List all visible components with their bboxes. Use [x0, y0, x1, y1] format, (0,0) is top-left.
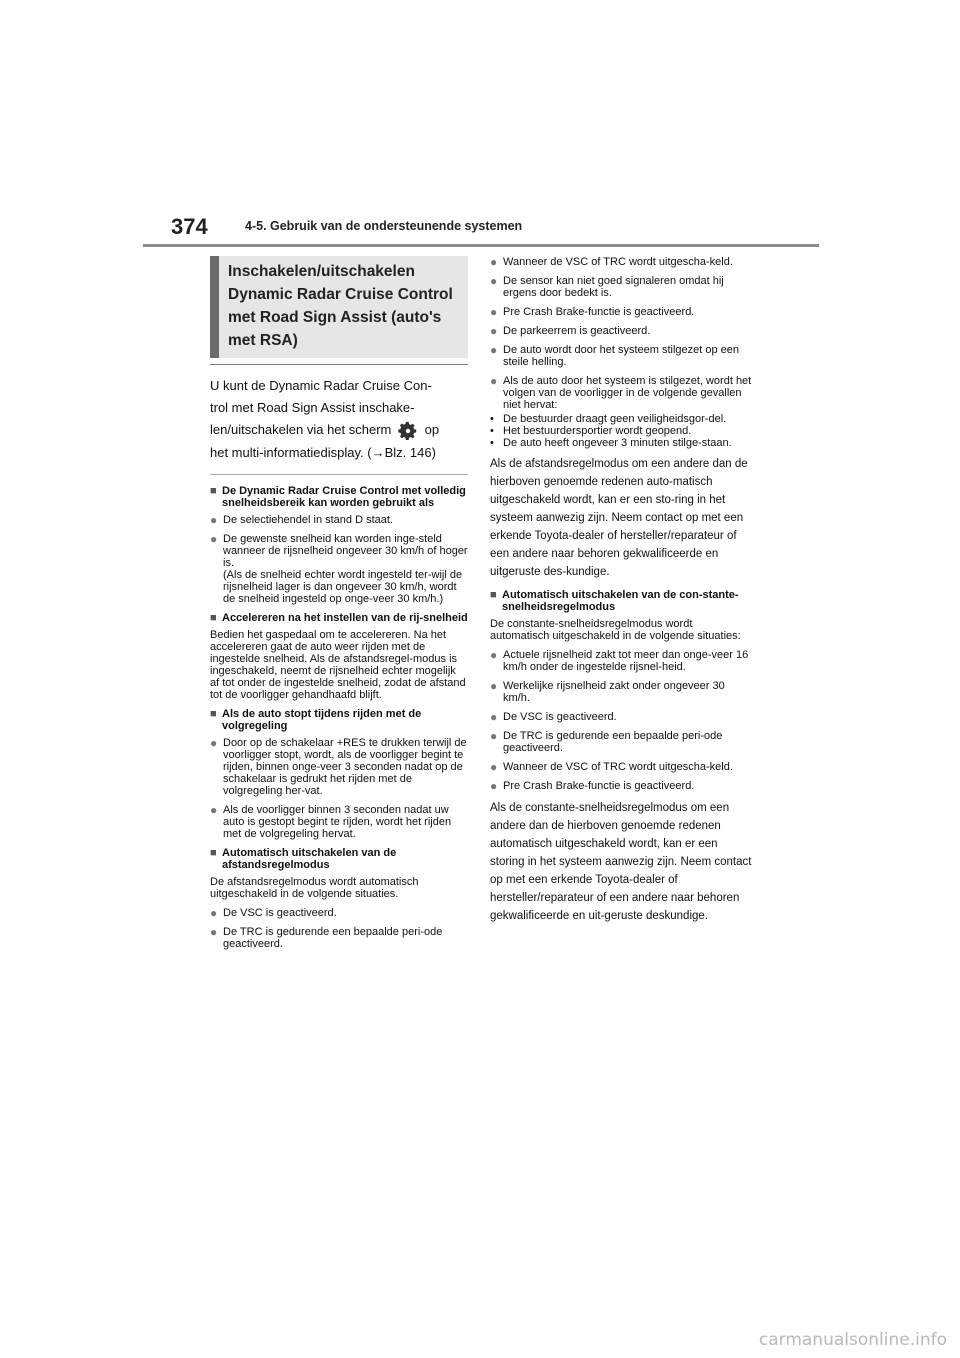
list-item [490, 761, 752, 773]
list-item-text: Werkelijke rijsnelheid zakt onder ongeveer 30 km/h. [503, 680, 725, 704]
list-item [490, 649, 752, 673]
circle-bullet-icon: ● [490, 343, 498, 357]
list-item-text: Pre Crash Brake-functie is geactiveerd. [503, 306, 695, 318]
page-reference-link[interactable]: Blz. 146) [384, 444, 436, 460]
square-bullet-icon: ■ [210, 707, 217, 720]
circle-bullet-icon: ● [210, 924, 218, 939]
circle-bullet-icon: ● [210, 512, 218, 527]
circle-bullet-icon: ● [210, 802, 218, 817]
circle-bullet-icon: ● [210, 531, 218, 546]
list-item [490, 680, 752, 704]
subheading-text: Accelereren na het instellen van de rij-snelheid [222, 611, 468, 624]
subheading-text: Als de auto stopt tijdens rijden met de volgregeling [222, 707, 422, 732]
circle-bullet-icon: ● [210, 905, 218, 920]
list-item-text: Wanneer de VSC of TRC wordt uitgescha-keld. [503, 761, 733, 773]
list-item [490, 711, 752, 723]
list-item [490, 344, 752, 368]
list-item-text: Actuele rijsnelheid zakt tot meer dan onge-veer 16 km/h onder de ingestelde rijsnel-heid. [503, 649, 749, 673]
list-item [210, 514, 468, 526]
list-item-text: De selectiehendel in stand D staat. [223, 513, 393, 526]
small-bullet-icon: • [490, 413, 494, 425]
intro-line: U kunt de Dynamic Radar Cruise Con- [210, 378, 432, 393]
intro-line [210, 442, 468, 464]
list-item-text: Als de auto door het systeem is stilgezet, wordt het volgen van de voorligger in de volgende gevallen niet hervat: [503, 375, 752, 411]
arrow-icon: → [371, 444, 385, 460]
left-column [210, 256, 468, 957]
circle-bullet-icon: ● [490, 710, 498, 724]
subheading-text: Automatisch uitschakelen van de afstandsregelmodus [222, 846, 397, 871]
intro-paragraph [210, 375, 468, 464]
circle-bullet-icon: ● [490, 255, 498, 269]
subheading [210, 612, 468, 624]
page-number: 374 [171, 214, 208, 239]
square-bullet-icon: ■ [210, 611, 217, 624]
list-item-text: De sensor kan niet goed signaleren omdat hij ergens door bedekt is. [503, 275, 724, 299]
section-title: 4-5. Gebruik van de ondersteunende systemen [245, 219, 523, 233]
list-item-text: Wanneer de VSC of TRC wordt uitgescha-keld. [503, 256, 733, 268]
list-item-text: De VSC is geactiveerd. [223, 906, 337, 919]
small-bullet-icon: • [490, 425, 494, 437]
list-item-text: Door op de schakelaar +RES te drukken terwijl de voorligger stopt, wordt, als de voorligger begint te rijden, binnen onge-veer 3 seconden nadat op de schakelaar is gedrukt het rijden met de volgregeling her-vat. [223, 736, 467, 797]
body-paragraph: De constante-snelheidsregelmodus wordt automatisch uitgeschakeld in de volgende situaties: [490, 618, 741, 642]
body-paragraph: Als de constante-snelheidsregelmodus om een andere dan de hierboven genoemde redenen automatisch uitgeschakeld wordt, kan er een storing in het systeem aanwezig zijn. Neem contact op met een erkende Toyota-dealer of hersteller/reparateur of een andere naar behoren gekwalificeerde en uit-geruste deskundige. [490, 802, 752, 922]
subheading-text: Automatisch uitschakelen van de con-stante-snelheidsregelmodus [502, 589, 739, 613]
list-item-text: De VSC is geactiveerd. [503, 711, 617, 723]
list-item-text: Als de voorligger binnen 3 seconden nadat uw auto is gestopt begint te rijden, wordt het rijden met de volgregeling hervat. [223, 803, 452, 840]
list-item [490, 780, 752, 792]
list-item [490, 325, 752, 337]
header-divider [143, 244, 819, 247]
subheading [210, 485, 468, 509]
list-item-text: Pre Crash Brake-functie is geactiveerd. [503, 780, 695, 792]
circle-bullet-icon: ● [490, 679, 498, 693]
intro-text: het multi-informatiedisplay. ( [210, 444, 372, 460]
subheading [490, 589, 752, 613]
intro-line: trol met Road Sign Assist inschake- [210, 400, 415, 415]
watermark: carmanualsonline.info [758, 1330, 947, 1350]
circle-bullet-icon: ● [490, 374, 498, 388]
list-item-text: De parkeerrem is geactiveerd. [503, 325, 651, 337]
heading-box [210, 256, 468, 358]
list-item-text: De TRC is gedurende een bepaalde peri-ode geactiveerd. [503, 730, 723, 754]
list-item-text: De TRC is gedurende een bepaalde peri-ode geactiveerd. [223, 925, 443, 950]
box-title-line: Dynamic Radar Cruise Control [228, 286, 453, 303]
circle-bullet-icon: ● [490, 324, 498, 338]
subheading [210, 708, 468, 732]
circle-bullet-icon: ● [490, 779, 498, 793]
circle-bullet-icon: ● [490, 729, 498, 743]
body-paragraph: Bedien het gaspedaal om te accelereren. Na het accelereren gaat de auto weer rijden met de ingestelde snelheid. Als de afstandsregel-modus is ingeschakeld, neemt de rijsnelheid echter mogelijk af tot onder de ingestelde snelheid, zodat de afstand tot de voorligger gehandhaafd blijft. [210, 628, 466, 701]
list-item [210, 907, 468, 919]
box-title-line: met RSA) [228, 332, 298, 349]
sub-list-item [490, 413, 752, 425]
list-item [490, 256, 752, 268]
square-bullet-icon: ■ [210, 484, 217, 497]
box-title-line: Inschakelen/uitschakelen [228, 263, 415, 280]
sub-list-item [490, 437, 752, 449]
small-bullet-icon: • [490, 437, 494, 449]
list-item-text: De gewenste snelheid kan worden inge-steld wanneer de rijsnelheid ongeveer 30 km/h of hoger is. (Als de snelheid echter wordt ingesteld ter-wijl de rijsnelheid lager is dan ongeveer 30 km/h, wordt de snelheid ingesteld op onge-veer 30 km/h.) [223, 532, 468, 605]
body-paragraph: Als de afstandsregelmodus om een andere dan de hierboven genoemde redenen auto-matisch uitgeschakeld wordt, kan er een sto-ring in het systeem aanwezig zijn. Neem contact op met een erkende Toyota-dealer of hersteller/reparateur of een andere naar behoren gekwalificeerde en uitgeruste des-kundige. [490, 458, 748, 578]
intro-line [210, 419, 468, 442]
right-column [490, 256, 752, 933]
gear-icon [397, 420, 419, 442]
box-divider [210, 364, 468, 365]
square-bullet-icon: ■ [210, 846, 217, 859]
circle-bullet-icon: ● [490, 760, 498, 774]
circle-bullet-icon: ● [490, 305, 498, 319]
circle-bullet-icon: ● [490, 274, 498, 288]
divider [210, 474, 468, 475]
circle-bullet-icon: ● [490, 648, 498, 662]
box-title-line: met Road Sign Assist (auto's [228, 309, 442, 326]
sub-list-item-text: De bestuurder draagt geen veiligheidsgor-del. [503, 413, 727, 425]
intro-text: op [424, 422, 440, 437]
list-item [490, 275, 752, 299]
intro-text: len/uitschakelen via het scherm [210, 422, 392, 437]
body-paragraph: De afstandsregelmodus wordt automatisch uitgeschakeld in de volgende situaties. [210, 875, 419, 900]
sub-list-item-text: Het bestuurdersportier wordt geopend. [503, 425, 692, 437]
list-item [490, 306, 752, 318]
sub-list-item-text: De auto heeft ongeveer 3 minuten stilge-staan. [503, 437, 732, 449]
circle-bullet-icon: ● [210, 735, 218, 750]
sub-list-item [490, 425, 752, 437]
list-item [210, 533, 468, 605]
list-item [210, 926, 468, 950]
list-item [490, 375, 752, 411]
list-item [210, 804, 468, 840]
list-item [490, 730, 752, 754]
list-item [210, 737, 468, 797]
subheading-text: De Dynamic Radar Cruise Control met volledig snelheidsbereik kan worden gebruikt als [222, 484, 466, 509]
subheading [210, 847, 468, 871]
list-item-text: De auto wordt door het systeem stilgezet op een steile helling. [503, 344, 740, 368]
square-bullet-icon: ■ [490, 589, 497, 601]
